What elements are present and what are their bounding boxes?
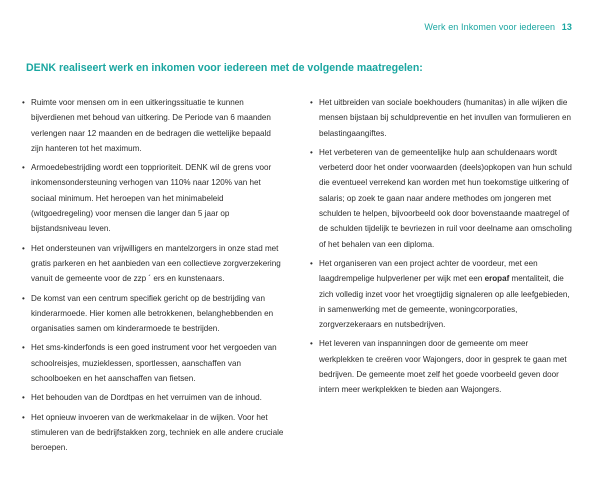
running-header [424,22,572,32]
list-item: • Armoedebestrijding wordt een topprioriteit. DENK wil de grens voor inkomensondersteuning verhogen van 110% naar 120% van het sociaal minimum. Het heroepen van het minimabeleid (witgoedregeling) voor mensen die langer dan 5 jaar op bijstandsniveau leven. [22,160,284,236]
list-item: • Het opnieuw invoeren van de werkmakelaar in de wijken. Voor het stimuleren van de bedrijfstakken zorg, techniek en alle andere cruciale beroepen. [22,410,284,456]
list-item-text: Het organiseren van een project achter de voordeur, met een laagdrempelige hulpverlener per wijk met een [319,258,538,284]
list-item [310,95,572,141]
emphasis-text: eropaf [484,274,510,284]
list-item: • Het behouden van de Dordtpas en het verruimen van de inhoud. [22,390,284,405]
right-column-list [310,95,572,402]
list-item: • Ruimte voor mensen om in een uitkeringssituatie te kunnen bijverdienen met behoud van uitkering. De Periode van 6 maanden verlengen naar 12 maanden en de bedragen die wettelijke bepaald zijn hanteren tot het maximum. [22,95,284,156]
section-heading: DENK realiseert werk en inkomen voor iedereen met de volgende maatregelen: [26,62,423,74]
list-item: • Het sms-kinderfonds is een goed instrument voor het vergoeden van schoolreisjes, muzieklessen, sportlessen, aanschaffen van schoolboeken en het aanschaffen van fietsen. [22,340,284,386]
list-item: • Het ondersteunen van vrijwilligers en mantelzorgers in onze stad met gratis parkeren en het aanbieden van een collectieve zorgverzekering vanuit de gemeente voor de zzp ´ ers en kunstenaars. [22,241,284,287]
list-item [310,336,572,397]
list-item-text: Het verbeteren van de gemeentelijke hulp aan schuldenaars wordt verbeterd door het onder voorwaarden (deels)opkopen van hun schuld die eventueel verrekend kan worden met hun toekomstige uitkering of salaris; op zoek te gaan naar andere methodes om jongeren met schulden te helpen, bijvoorbeeld ook door bovenstaande maatregel of de schulden tijdelijk te bevriezen in ruil voor deelname aan omscholing of het behalen van een diploma. [319,147,572,249]
list-item: • De komst van een centrum specifiek gericht op de bestrijding van kinderarmoede. Hier komen alle betrokkenen, belanghebbenden en organisaties samen om kinderarmoede te bestrijden. [22,291,284,337]
list-item-text: mentaliteit, die zich volledig inzet voor het vroegtijdig signaleren op alle leefgebieden, in samenwerking met de gemeente, woningcorporaties, zorgverzekeraars en nutsbedrijven. [319,274,570,330]
page-number: 13 [561,22,572,32]
running-header-title: Werk en Inkomen voor iedereen [424,22,556,32]
list-item [310,256,572,332]
left-column-list [22,95,284,460]
list-item [310,145,572,252]
list-item-text: Het uitbreiden van sociale boekhouders (humanitas) in alle wijken die mensen bijstaan bij schuldpreventie en het invullen van formulieren en belastingaangiftes. [319,98,571,138]
list-item-text: Het leveren van inspanningen door de gemeente om meer werkplekken te creëren voor Wajongers, door in gesprek te gaan met bedrijven. De gemeente moet zelf het goede voorbeeld geven door intern meer werkplekken te bieden aan Wajongers. [319,339,567,395]
